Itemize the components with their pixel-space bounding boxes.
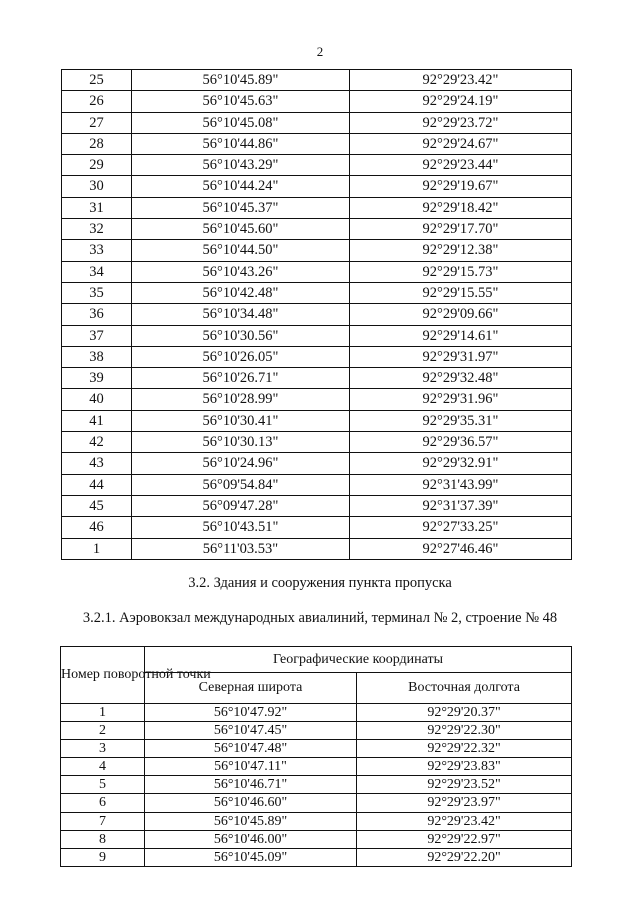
east-longitude-cell: 92°29'31.96" <box>350 389 572 410</box>
table-row <box>62 176 572 197</box>
north-latitude-cell: 56°10'44.24" <box>132 176 350 197</box>
table-row <box>62 389 572 410</box>
table-row <box>62 219 572 240</box>
point-number-cell: 7 <box>61 812 145 830</box>
north-latitude-cell: 56°10'30.41" <box>132 410 350 431</box>
north-latitude-cell: 56°10'30.13" <box>132 432 350 453</box>
page-number: 2 <box>316 44 324 59</box>
north-latitude-cell: 56°10'45.09" <box>145 848 357 866</box>
table-row <box>61 794 572 812</box>
east-longitude-cell: 92°31'37.39" <box>350 495 572 516</box>
north-latitude-cell: 56°10'24.96" <box>132 453 350 474</box>
east-longitude-cell: 92°29'23.97" <box>357 794 572 812</box>
east-longitude-cell: 92°31'43.99" <box>350 474 572 495</box>
table-row <box>62 70 572 91</box>
north-latitude-cell: 56°10'43.29" <box>132 155 350 176</box>
north-latitude-cell: 56°10'45.89" <box>132 70 350 91</box>
table-row <box>61 704 572 722</box>
point-number-cell: 27 <box>62 112 132 133</box>
north-latitude-cell: 56°10'47.11" <box>145 758 357 776</box>
north-latitude-cell: 56°10'45.37" <box>132 197 350 218</box>
north-latitude-cell: 56°10'47.92" <box>145 704 357 722</box>
east-longitude-cell: 92°29'23.44" <box>350 155 572 176</box>
point-number-cell: 36 <box>62 304 132 325</box>
north-latitude-cell: 56°10'46.00" <box>145 830 357 848</box>
east-longitude-cell: 92°29'23.72" <box>350 112 572 133</box>
point-number-cell: 29 <box>62 155 132 176</box>
point-number-cell: 31 <box>62 197 132 218</box>
east-longitude-cell: 92°29'09.66" <box>350 304 572 325</box>
table-row <box>62 538 572 559</box>
point-number-cell: 38 <box>62 346 132 367</box>
point-number-cell: 40 <box>62 389 132 410</box>
table-row <box>61 722 572 740</box>
point-number-cell: 9 <box>61 848 145 866</box>
point-number-cell: 25 <box>62 70 132 91</box>
point-number-cell: 41 <box>62 410 132 431</box>
table-row <box>62 282 572 303</box>
point-number-cell: 44 <box>62 474 132 495</box>
point-number-cell: 46 <box>62 517 132 538</box>
table-row <box>62 240 572 261</box>
east-longitude-cell: 92°29'20.37" <box>357 704 572 722</box>
north-latitude-cell: 56°10'42.48" <box>132 282 350 303</box>
table-row <box>62 261 572 282</box>
east-longitude-cell: 92°29'31.97" <box>350 346 572 367</box>
header-point-number: Номер поворотной точки <box>61 647 145 704</box>
section-heading: 3.2. Здания и сооружения пункта пропуска <box>188 575 452 591</box>
point-number-cell: 5 <box>61 776 145 794</box>
point-number-cell: 32 <box>62 219 132 240</box>
north-latitude-cell: 56°10'44.50" <box>132 240 350 261</box>
east-longitude-cell: 92°29'12.38" <box>350 240 572 261</box>
point-number-cell: 1 <box>61 704 145 722</box>
table-row <box>61 776 572 794</box>
table-row <box>62 112 572 133</box>
north-latitude-cell: 56°09'54.84" <box>132 474 350 495</box>
point-number-cell: 1 <box>62 538 132 559</box>
header-east-longitude: Восточная долгота <box>357 673 572 704</box>
table-row <box>61 830 572 848</box>
east-longitude-cell: 92°29'32.48" <box>350 368 572 389</box>
table-row <box>61 812 572 830</box>
point-number-cell: 35 <box>62 282 132 303</box>
table-row <box>62 325 572 346</box>
east-longitude-cell: 92°29'22.32" <box>357 740 572 758</box>
east-longitude-cell: 92°29'15.55" <box>350 282 572 303</box>
east-longitude-cell: 92°29'23.83" <box>357 758 572 776</box>
table-row <box>62 133 572 154</box>
east-longitude-cell: 92°29'23.42" <box>357 812 572 830</box>
point-number-cell: 34 <box>62 261 132 282</box>
east-longitude-cell: 92°29'35.31" <box>350 410 572 431</box>
point-number-cell: 45 <box>62 495 132 516</box>
table-row <box>62 304 572 325</box>
table-row <box>62 91 572 112</box>
north-latitude-cell: 56°10'26.05" <box>132 346 350 367</box>
north-latitude-cell: 56°09'47.28" <box>132 495 350 516</box>
north-latitude-cell: 56°10'43.26" <box>132 261 350 282</box>
east-longitude-cell: 92°29'22.20" <box>357 848 572 866</box>
coordinates-table-body <box>62 70 572 560</box>
north-latitude-cell: 56°10'30.56" <box>132 325 350 346</box>
east-longitude-cell: 92°29'19.67" <box>350 176 572 197</box>
table-row <box>62 432 572 453</box>
header-north-latitude: Северная широта <box>145 673 357 704</box>
north-latitude-cell: 56°10'46.60" <box>145 794 357 812</box>
point-number-cell: 2 <box>61 722 145 740</box>
table-row <box>61 848 572 866</box>
east-longitude-cell: 92°29'32.91" <box>350 453 572 474</box>
point-number-cell: 26 <box>62 91 132 112</box>
east-longitude-cell: 92°27'46.46" <box>350 538 572 559</box>
east-longitude-cell: 92°29'17.70" <box>350 219 572 240</box>
north-latitude-cell: 56°10'47.45" <box>145 722 357 740</box>
table-row <box>62 453 572 474</box>
terminal-table-body <box>61 704 572 867</box>
north-latitude-cell: 56°10'45.08" <box>132 112 350 133</box>
table-row <box>62 346 572 367</box>
east-longitude-cell: 92°29'18.42" <box>350 197 572 218</box>
table-row <box>62 368 572 389</box>
table-row <box>62 517 572 538</box>
table-row <box>62 410 572 431</box>
north-latitude-cell: 56°10'44.86" <box>132 133 350 154</box>
north-latitude-cell: 56°10'26.71" <box>132 368 350 389</box>
east-longitude-cell: 92°29'14.61" <box>350 325 572 346</box>
north-latitude-cell: 56°10'28.99" <box>132 389 350 410</box>
north-latitude-cell: 56°10'47.48" <box>145 740 357 758</box>
point-number-cell: 42 <box>62 432 132 453</box>
east-longitude-cell: 92°29'24.67" <box>350 133 572 154</box>
point-number-cell: 4 <box>61 758 145 776</box>
coordinates-table-continued <box>61 69 572 560</box>
point-number-cell: 43 <box>62 453 132 474</box>
header-geographic-coordinates: Географические координаты <box>145 647 572 673</box>
north-latitude-cell: 56°10'45.89" <box>145 812 357 830</box>
terminal-coordinates-table <box>60 646 572 867</box>
point-number-cell: 37 <box>62 325 132 346</box>
north-latitude-cell: 56°10'43.51" <box>132 517 350 538</box>
east-longitude-cell: 92°29'22.97" <box>357 830 572 848</box>
east-longitude-cell: 92°29'15.73" <box>350 261 572 282</box>
point-number-cell: 28 <box>62 133 132 154</box>
north-latitude-cell: 56°10'46.71" <box>145 776 357 794</box>
east-longitude-cell: 92°29'23.52" <box>357 776 572 794</box>
point-number-cell: 33 <box>62 240 132 261</box>
north-latitude-cell: 56°10'34.48" <box>132 304 350 325</box>
north-latitude-cell: 56°10'45.63" <box>132 91 350 112</box>
table-row <box>62 197 572 218</box>
east-longitude-cell: 92°29'36.57" <box>350 432 572 453</box>
subsection-heading: 3.2.1. Аэровокзал международных авиалиний, терминал № 2, строение № 48 <box>82 610 558 626</box>
east-longitude-cell: 92°29'22.30" <box>357 722 572 740</box>
point-number-cell: 39 <box>62 368 132 389</box>
point-number-cell: 6 <box>61 794 145 812</box>
east-longitude-cell: 92°27'33.25" <box>350 517 572 538</box>
east-longitude-cell: 92°29'23.42" <box>350 70 572 91</box>
point-number-cell: 30 <box>62 176 132 197</box>
table-row <box>61 758 572 776</box>
table-row <box>62 495 572 516</box>
table-row <box>61 740 572 758</box>
point-number-cell: 3 <box>61 740 145 758</box>
table-row <box>62 474 572 495</box>
north-latitude-cell: 56°10'45.60" <box>132 219 350 240</box>
east-longitude-cell: 92°29'24.19" <box>350 91 572 112</box>
north-latitude-cell: 56°11'03.53" <box>132 538 350 559</box>
table-row <box>62 155 572 176</box>
point-number-cell: 8 <box>61 830 145 848</box>
